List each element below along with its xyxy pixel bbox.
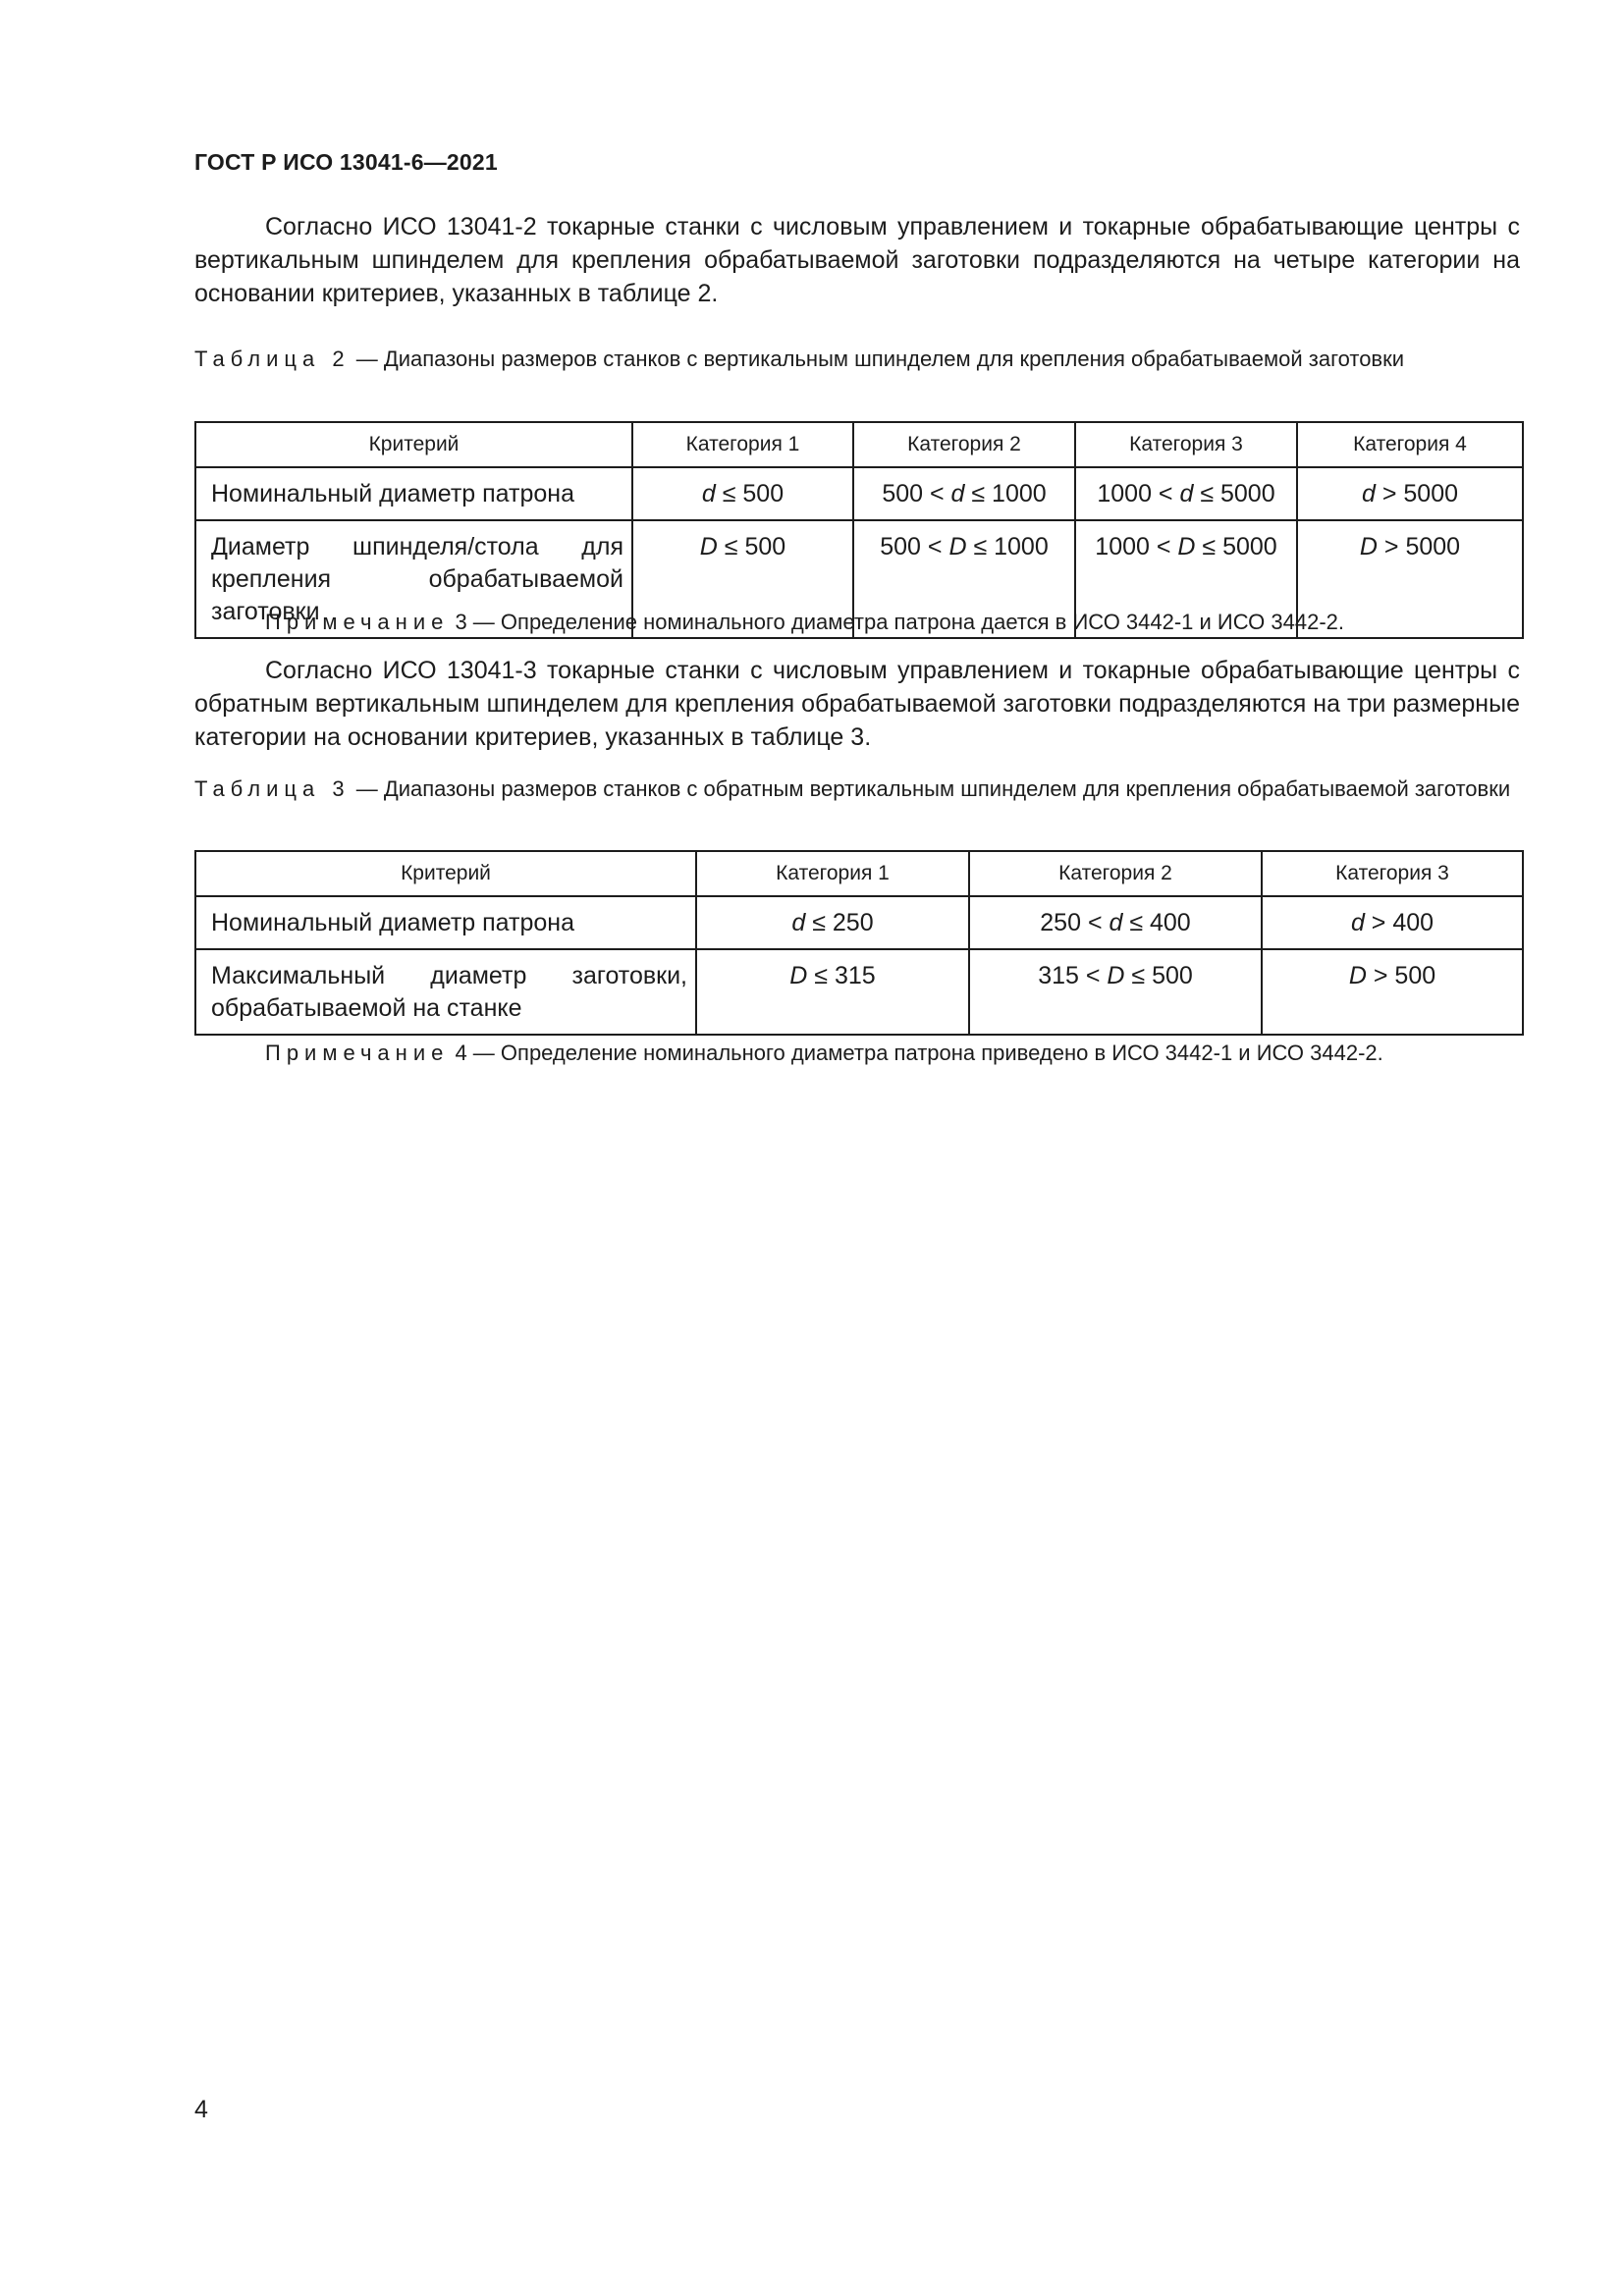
note-text: 3 — Определение номинального диаметра патрона дается в ИСО 3442-1 и ИСО 3442-2. xyxy=(449,610,1344,634)
value-cell: 500 < d ≤ 1000 xyxy=(853,467,1075,520)
table-header-row xyxy=(195,422,1523,467)
page-number: 4 xyxy=(194,2096,208,2123)
paragraph-2-text: Согласно ИСО 13041-3 токарные станки с числовым управлением и токарные обрабатывающие центры с обратным вертикальным шпинделем для крепления обрабатываемой заготовки подразделяются на три размерные категории на основании критериев, указанных в таблице 3. xyxy=(194,657,1520,751)
table-2-caption xyxy=(194,345,1520,374)
value-cell: d ≤ 500 xyxy=(632,467,853,520)
table-3-caption xyxy=(194,774,1520,804)
table-row xyxy=(195,949,1523,1035)
criterion-cell: Номинальный диаметр патрона xyxy=(195,896,696,949)
value-cell: d > 5000 xyxy=(1297,467,1523,520)
note-label: Примечание xyxy=(265,610,450,634)
table-header-cell: Категория 1 xyxy=(632,422,853,467)
table-header-cell: Категория 2 xyxy=(853,422,1075,467)
value-cell: 1000 < D ≤ 5000 xyxy=(1075,520,1297,638)
value-cell: D > 5000 xyxy=(1297,520,1523,638)
criterion-cell: Диаметр шпинделя/стола для крепления обрабатываемой заготовки xyxy=(195,520,632,638)
table-2-note xyxy=(265,608,1344,637)
table-header-cell: Категория 2 xyxy=(969,851,1262,896)
paragraph-1-text: Согласно ИСО 13041-2 токарные станки с числовым управлением и токарные обрабатывающие центры с вертикальным шпинделем для крепления обрабатываемой заготовки подразделяются на четыре категории на основании критериев, указанных в таблице 2. xyxy=(194,213,1520,307)
value-cell: 1000 < d ≤ 5000 xyxy=(1075,467,1297,520)
value-cell: D > 500 xyxy=(1262,949,1523,1035)
table-3-caption-label: Таблица 3 xyxy=(194,776,351,801)
paragraph-1 xyxy=(194,210,1520,310)
table-header-cell: Категория 4 xyxy=(1297,422,1523,467)
document-code-header: ГОСТ Р ИСО 13041-6—2021 xyxy=(194,149,498,175)
table-row xyxy=(195,467,1523,520)
note-label: Примечание xyxy=(265,1041,450,1065)
table-3 xyxy=(194,850,1524,1036)
table-header-row xyxy=(195,851,1523,896)
table-2 xyxy=(194,421,1524,639)
table-2-caption-label: Таблица 2 xyxy=(194,347,351,371)
value-cell: D ≤ 315 xyxy=(696,949,969,1035)
table-3-note xyxy=(265,1039,1383,1068)
paragraph-2 xyxy=(194,654,1520,754)
value-cell: 500 < D ≤ 1000 xyxy=(853,520,1075,638)
value-cell: D ≤ 500 xyxy=(632,520,853,638)
table-3-caption-text: — Диапазоны размеров станков с обратным вертикальным шпинделем для крепления обрабатываемой заготовки xyxy=(355,776,1511,801)
table-header-cell: Категория 3 xyxy=(1075,422,1297,467)
table-header-cell: Критерий xyxy=(195,422,632,467)
value-cell: d ≤ 250 xyxy=(696,896,969,949)
table-row xyxy=(195,896,1523,949)
value-cell: 315 < D ≤ 500 xyxy=(969,949,1262,1035)
table-2-caption-text: — Диапазоны размеров станков с вертикальным шпинделем для крепления обрабатываемой заготовки xyxy=(355,347,1405,371)
value-cell: d > 400 xyxy=(1262,896,1523,949)
table-header-cell: Категория 1 xyxy=(696,851,969,896)
value-cell: 250 < d ≤ 400 xyxy=(969,896,1262,949)
table-header-cell: Критерий xyxy=(195,851,696,896)
note-text: 4 — Определение номинального диаметра патрона приведено в ИСО 3442-1 и ИСО 3442-2. xyxy=(449,1041,1383,1065)
criterion-cell: Максимальный диаметр заготовки, обрабатываемой на станке xyxy=(195,949,696,1035)
criterion-cell: Номинальный диаметр патрона xyxy=(195,467,632,520)
table-header-cell: Категория 3 xyxy=(1262,851,1523,896)
